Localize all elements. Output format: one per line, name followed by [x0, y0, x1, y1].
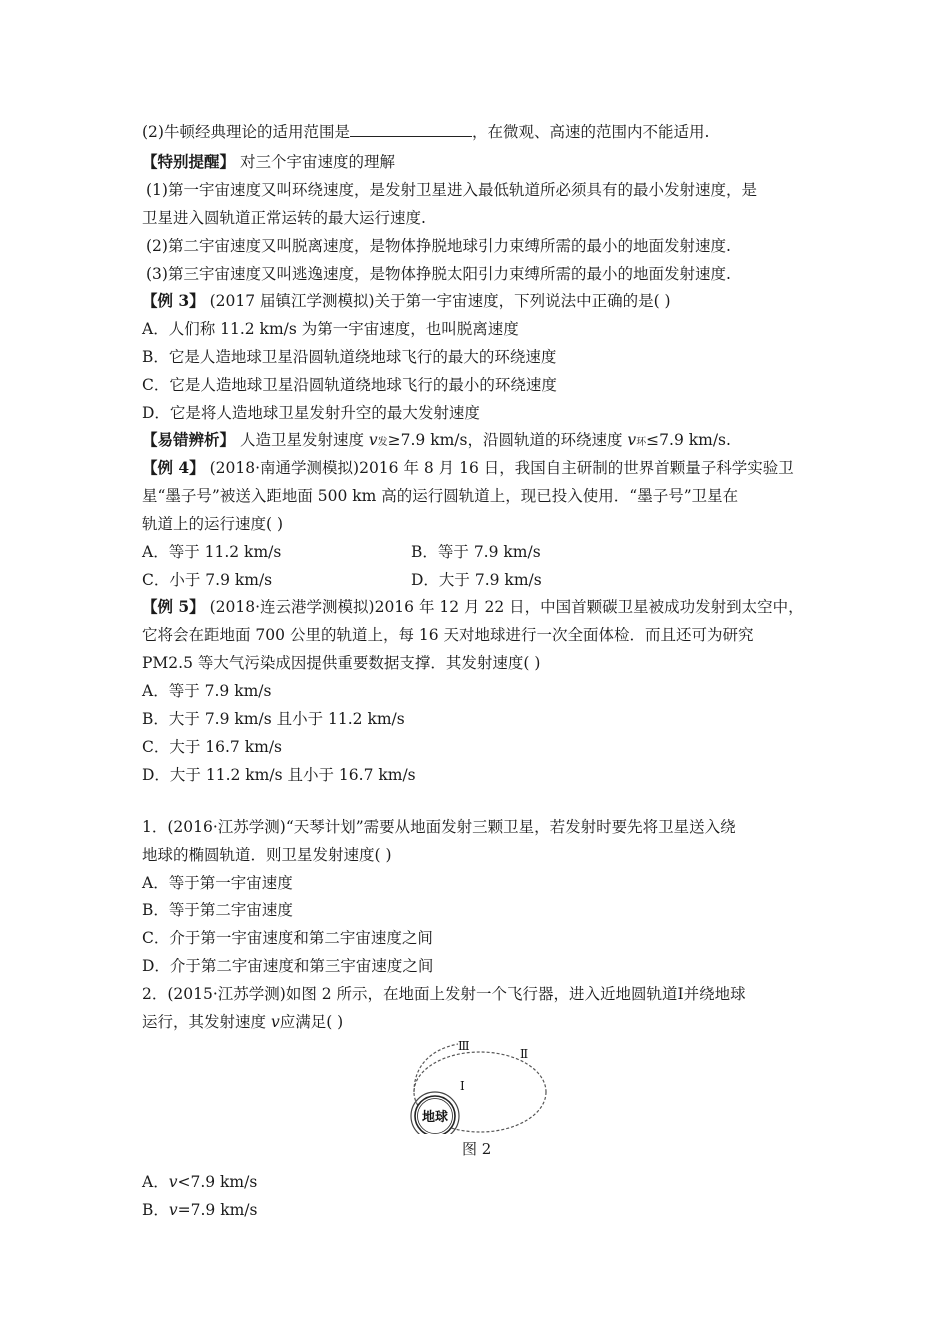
question-1: 1．(2016·江苏学测)“天琴计划”需要从地面发射三颗卫星，若发射时要先将卫星送入绕	[142, 818, 736, 836]
option-c: C．小于 7.9 km/s	[142, 571, 273, 589]
orbit-diagram	[398, 1038, 554, 1134]
option-b: B．等于 7.9 km/s	[411, 543, 541, 561]
option-b: B．它是人造地球卫星沿圆轨道绕地球飞行的最大的环绕速度	[142, 348, 557, 366]
text-line: (3)第三宇宙速度又叫逃逸速度，是物体挣脱太阳引力束缚所需的最小的地面发射速度.	[146, 265, 731, 283]
option-b: B．等于第二宇宙速度	[142, 901, 293, 919]
example-4-heading: 【例 4】 (2018·南通学测模拟)2016 年 8 月 16 日，我国自主研制的世界首颗量子科学实验卫	[142, 458, 794, 477]
example-3-heading: 【例 3】 (2017 届镇江学测模拟)关于第一宇宙速度，下列说法中正确的是( )	[142, 291, 671, 310]
text-line: PM2.5 等大气污染成因提供重要数据支撑．其发射速度( )	[142, 654, 541, 672]
option-c: C．介于第一宇宙速度和第二宇宙速度之间	[142, 929, 433, 947]
text-line: 轨道上的运行速度( )	[142, 515, 284, 533]
orbit-ii-label: Ⅱ	[520, 1047, 529, 1061]
option-d: D．介于第二宇宙速度和第三宇宙速度之间	[142, 957, 434, 975]
option-a: A．等于第一宇宙速度	[142, 874, 293, 892]
text-line: 运行，其发射速度 v应满足( )	[142, 1013, 344, 1031]
option-c: C．它是人造地球卫星沿圆轨道绕地球飞行的最小的环绕速度	[142, 376, 557, 394]
example-5-heading: 【例 5】 (2018·连云港学测模拟)2016 年 12 月 22 日，中国首颗碳卫星被成功发射到太空中，	[142, 597, 804, 616]
text-line: 它将会在距地面 700 公里的轨道上，每 16 天对地球进行一次全面体检．而且还可为研究	[142, 626, 754, 644]
orbit-iii-path	[414, 1044, 458, 1092]
option-a: A．等于 11.2 km/s	[142, 543, 282, 561]
option-a: A．v<7.9 km/s	[142, 1173, 258, 1191]
option-b: B．v=7.9 km/s	[142, 1201, 258, 1219]
option-c: C．大于 16.7 km/s	[142, 738, 282, 756]
earth-label: 地球	[421, 1110, 449, 1125]
error-analysis: 【易错辨析】 人造卫星发射速度 v发≥7.9 km/s，沿圆轨道的环绕速度 v环≤7.9 km/s.	[142, 430, 731, 449]
text-line: 地球的椭圆轨道．则卫星发射速度( )	[142, 846, 392, 864]
option-d: D．大于 7.9 km/s	[411, 571, 542, 589]
option-d: D．它是将人造地球卫星发射升空的最大发射速度	[142, 404, 480, 422]
option-d: D．大于 11.2 km/s 且小于 16.7 km/s	[142, 766, 416, 784]
text-line: 卫星进入圆轨道正常运转的最大运行速度.	[142, 209, 426, 227]
option-b: B．大于 7.9 km/s 且小于 11.2 km/s	[142, 710, 405, 728]
special-tip-heading: 【特别提醒】 对三个宇宙速度的理解	[142, 152, 395, 171]
fill-blank	[350, 122, 472, 137]
option-a: A．等于 7.9 km/s	[142, 682, 272, 700]
text-line: (2)第二宇宙速度又叫脱离速度，是物体挣脱地球引力束缚所需的最小的地面发射速度.	[146, 237, 731, 255]
orbit-iii-label: Ⅲ	[458, 1039, 470, 1053]
figure-caption: 图 2	[462, 1140, 492, 1158]
option-a: A．人们称 11.2 km/s 为第一宇宙速度，也叫脱离速度	[142, 320, 519, 338]
text-line: (1)第一宇宙速度又叫环绕速度，是发射卫星进入最低轨道所必须具有的最小发射速度，是	[146, 181, 757, 199]
text-line: 星“墨子号”被送入距地面 500 km 高的运行圆轨道上，现已投入使用．“墨子号”卫星在	[142, 487, 739, 505]
text-line: (2)牛顿经典理论的适用范围是 ，在微观、高速的范围内不能适用.	[142, 123, 710, 141]
orbit-i-label: Ⅰ	[460, 1079, 465, 1093]
question-2: 2．(2015·江苏学测)如图 2 所示，在地面上发射一个飞行器，进入近地圆轨道Ⅰ并绕地球	[142, 985, 746, 1003]
